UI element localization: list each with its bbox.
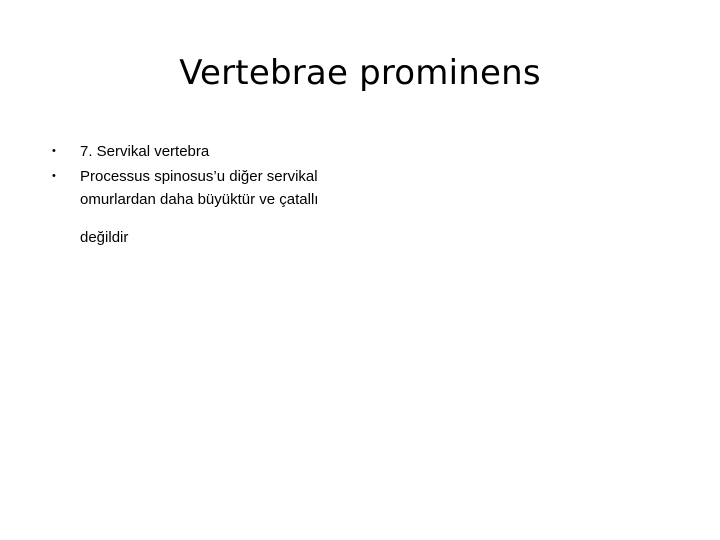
list-item [50, 140, 390, 163]
bullet-text: Processus spinosus’u diğer servikal omurlardan daha büyüktür ve çatallı [80, 168, 319, 208]
slide-title: Vertebrae prominens [179, 53, 541, 93]
list-item [50, 165, 390, 211]
bullet-marker-icon: • [52, 170, 56, 182]
bullet-continuation-text: değildir [80, 229, 129, 246]
bullet-marker-icon: • [52, 145, 56, 157]
bullet-list [50, 140, 390, 213]
bullet-text: 7. Servikal vertebra [80, 143, 210, 160]
